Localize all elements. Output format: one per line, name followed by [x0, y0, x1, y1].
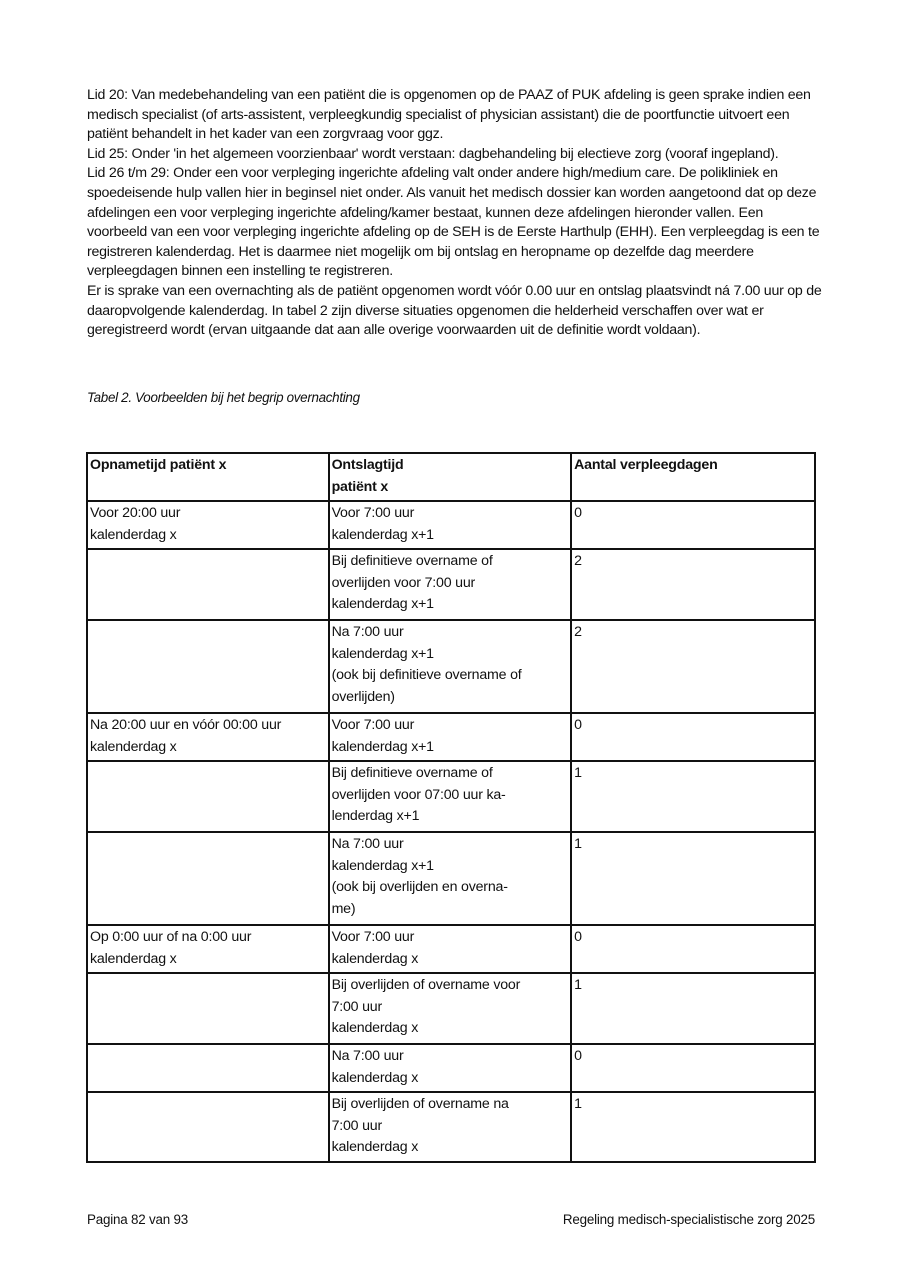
table-row	[87, 549, 815, 620]
cell-text-line: (ook bij definitieve overname of	[331, 667, 522, 683]
table-row	[87, 761, 815, 832]
cell-ontslagtijd	[329, 713, 572, 761]
table-row	[87, 973, 815, 1044]
cell-text-line: kalenderdag x+1	[331, 526, 434, 543]
cell-opnametijd	[87, 925, 329, 973]
cell-ontslagtijd	[329, 925, 572, 973]
cell-opnametijd	[87, 973, 329, 1044]
cell-text-line: me)	[331, 900, 356, 917]
cell-ontslagtijd	[329, 761, 572, 832]
cell-text-line: Voor 7:00 uur	[331, 717, 415, 733]
header-ontslagtijd	[329, 453, 572, 501]
table-header-row	[87, 453, 815, 501]
cell-ontslagtijd	[329, 549, 572, 620]
cell-text-line: Bij definitieve overname of	[331, 553, 493, 569]
header-opnametijd	[87, 453, 329, 501]
cell-text-line: Na 7:00 uur	[331, 1048, 404, 1064]
cell-text-line: Bij overlijden of overname voor	[331, 977, 521, 993]
cell-opnametijd	[87, 1092, 329, 1162]
cell-text-line: 1	[574, 836, 582, 852]
cell-text-line: Ontslagtijd	[331, 457, 404, 473]
table-row	[87, 832, 815, 925]
cell-opnametijd	[87, 549, 329, 620]
table-body	[87, 501, 815, 1162]
cell-text-line: kalenderdag x	[90, 526, 177, 543]
cell-text-line: 1	[574, 765, 582, 781]
cell-text-line: 2	[574, 624, 582, 640]
cell-opnametijd	[87, 501, 329, 549]
cell-aantal-verpleegdagen	[571, 925, 815, 973]
cell-ontslagtijd	[329, 1092, 572, 1162]
cell-aantal-verpleegdagen	[571, 549, 815, 620]
cell-text-line: kalenderdag x	[331, 1139, 419, 1155]
cell-text-line: kalenderdag x	[331, 950, 419, 967]
cell-aantal-verpleegdagen	[571, 713, 815, 761]
cell-text-line: overlijden voor 7:00 uur	[331, 574, 476, 591]
cell-text-line: kalenderdag x	[331, 1069, 419, 1086]
cell-text-line: 0	[574, 717, 582, 733]
cell-text-line: 1	[574, 1096, 582, 1112]
table-caption: Tabel 2. Voorbeelden bij het begrip overnachting	[87, 390, 360, 405]
cell-text-line: Voor 7:00 uur	[331, 505, 415, 521]
cell-text-line: kalenderdag x+1	[331, 596, 434, 612]
cell-text-line: Aantal verpleegdagen	[574, 457, 718, 473]
cell-text-line: Voor 20:00 uur	[90, 505, 181, 521]
cell-aantal-verpleegdagen	[571, 501, 815, 549]
cell-text-line: Bij definitieve overname of	[331, 765, 493, 781]
cell-opnametijd	[87, 1044, 329, 1092]
cell-text-line: kalenderdag x+1	[331, 857, 434, 874]
cell-text-line: overlijden)	[331, 688, 395, 705]
cell-text-line: Na 7:00 uur	[331, 836, 404, 852]
cell-ontslagtijd	[329, 620, 572, 713]
cell-text-line: kalenderdag x	[90, 950, 177, 967]
table-row	[87, 1044, 815, 1092]
document-title: Regeling medisch-specialistische zorg 2025	[562, 1212, 815, 1227]
header-aantal-verpleegdagen	[571, 453, 815, 501]
cell-ontslagtijd	[329, 832, 572, 925]
cell-aantal-verpleegdagen	[571, 973, 815, 1044]
cell-aantal-verpleegdagen	[571, 620, 815, 713]
table-row	[87, 925, 815, 973]
cell-text-line: Voor 7:00 uur	[331, 929, 415, 945]
cell-aantal-verpleegdagen	[571, 1092, 815, 1162]
paragraph-lid-25: Lid 25: Onder 'in het algemeen voorzienbaar' wordt verstaan: dagbehandeling bij electieve zorg (vooraf ingepland).	[87, 145, 779, 162]
cell-text-line: 7:00 uur	[331, 1117, 383, 1134]
cell-text-line: Na 7:00 uur	[331, 624, 404, 640]
cell-text-line: 1	[574, 977, 582, 993]
paragraph-lid-20: Lid 20: Van medebehandeling van een patiënt die is opgenomen op de PAAZ of PUK afdeling is geen sprake indien een medisch specialist (of arts-assistent, verpleegkundig specialist of physician assistant) die de poortfunctie uitvoert een patiënt behandelt in het kader van een zorgvraag voor ggz.	[87, 87, 811, 143]
cell-text-line: (ook bij overlijden en overna-	[331, 879, 508, 895]
cell-text-line: lenderdag x+1	[331, 808, 420, 824]
cell-aantal-verpleegdagen	[571, 761, 815, 832]
cell-ontslagtijd	[329, 1044, 572, 1092]
table-row	[87, 501, 815, 549]
cell-text-line: Na 20:00 uur en vóór 00:00 uur	[90, 717, 282, 733]
cell-text-line: kalenderdag x	[90, 738, 177, 755]
cell-opnametijd	[87, 713, 329, 761]
page-number: Pagina 82 van 93	[87, 1212, 189, 1227]
cell-text-line: 0	[574, 505, 582, 521]
cell-text-line: overlijden voor 07:00 uur ka-	[331, 786, 506, 803]
table-row	[87, 713, 815, 761]
table-row	[87, 620, 815, 713]
cell-text-line: Op 0:00 uur of na 0:00 uur	[90, 929, 252, 945]
cell-text-line: Opnametijd patiënt x	[90, 457, 227, 473]
cell-text-line: kalenderdag x+1	[331, 738, 434, 755]
cell-text-line: kalenderdag x	[331, 1020, 419, 1036]
cell-opnametijd	[87, 761, 329, 832]
cell-opnametijd	[87, 832, 329, 925]
table-row	[87, 1092, 815, 1162]
cell-ontslagtijd	[329, 501, 572, 549]
cell-text-line: 2	[574, 553, 582, 569]
cell-ontslagtijd	[329, 973, 572, 1044]
cell-text-line: 0	[574, 1048, 582, 1064]
paragraph-overnachting: Er is sprake van een overnachting als de patiënt opgenomen wordt vóór 0.00 uur en ontslag plaatsvindt ná 7.00 uur op de daaropvolgende kalenderdag. In tabel 2 zijn diverse situaties opgenomen die helderheid verschaffen over wat er geregistreerd wordt (ervan uitgaande dat aan alle overige voorwaarden uit de definitie wordt voldaan).	[87, 282, 822, 339]
paragraph-lid-26-29: Lid 26 t/m 29: Onder een voor verpleging ingerichte afdeling valt onder andere high/medium care. De polikliniek en spoedeisende hulp vallen hier in beginsel niet onder. Als vanuit het medisch dossier kan worden aangetoond dat op deze afdelingen een voor verpleging ingerichte afdeling/kamer bestaat, kunnen deze afdelingen hieronder vallen. Een voorbeeld van een voor verpleging ingerichte afdeling op de SEH is de Eerste Harthulp (EHH). Een verpleegdag is een te registreren kalenderdag. Het is daarmee niet mogelijk om bij ontslag en heropname op dezelfde dag meerdere verpleegdagen binnen een instelling te registreren.	[87, 165, 820, 280]
cell-aantal-verpleegdagen	[571, 832, 815, 925]
overnachting-table	[86, 452, 816, 1163]
body-text	[87, 86, 822, 341]
cell-opnametijd	[87, 620, 329, 713]
cell-text-line: kalenderdag x+1	[331, 645, 434, 662]
cell-text-line: 0	[574, 929, 582, 945]
cell-aantal-verpleegdagen	[571, 1044, 815, 1092]
cell-text-line: 7:00 uur	[331, 998, 383, 1015]
cell-text-line: Bij overlijden of overname na	[331, 1096, 509, 1112]
cell-text-line: patiënt x	[331, 478, 389, 495]
